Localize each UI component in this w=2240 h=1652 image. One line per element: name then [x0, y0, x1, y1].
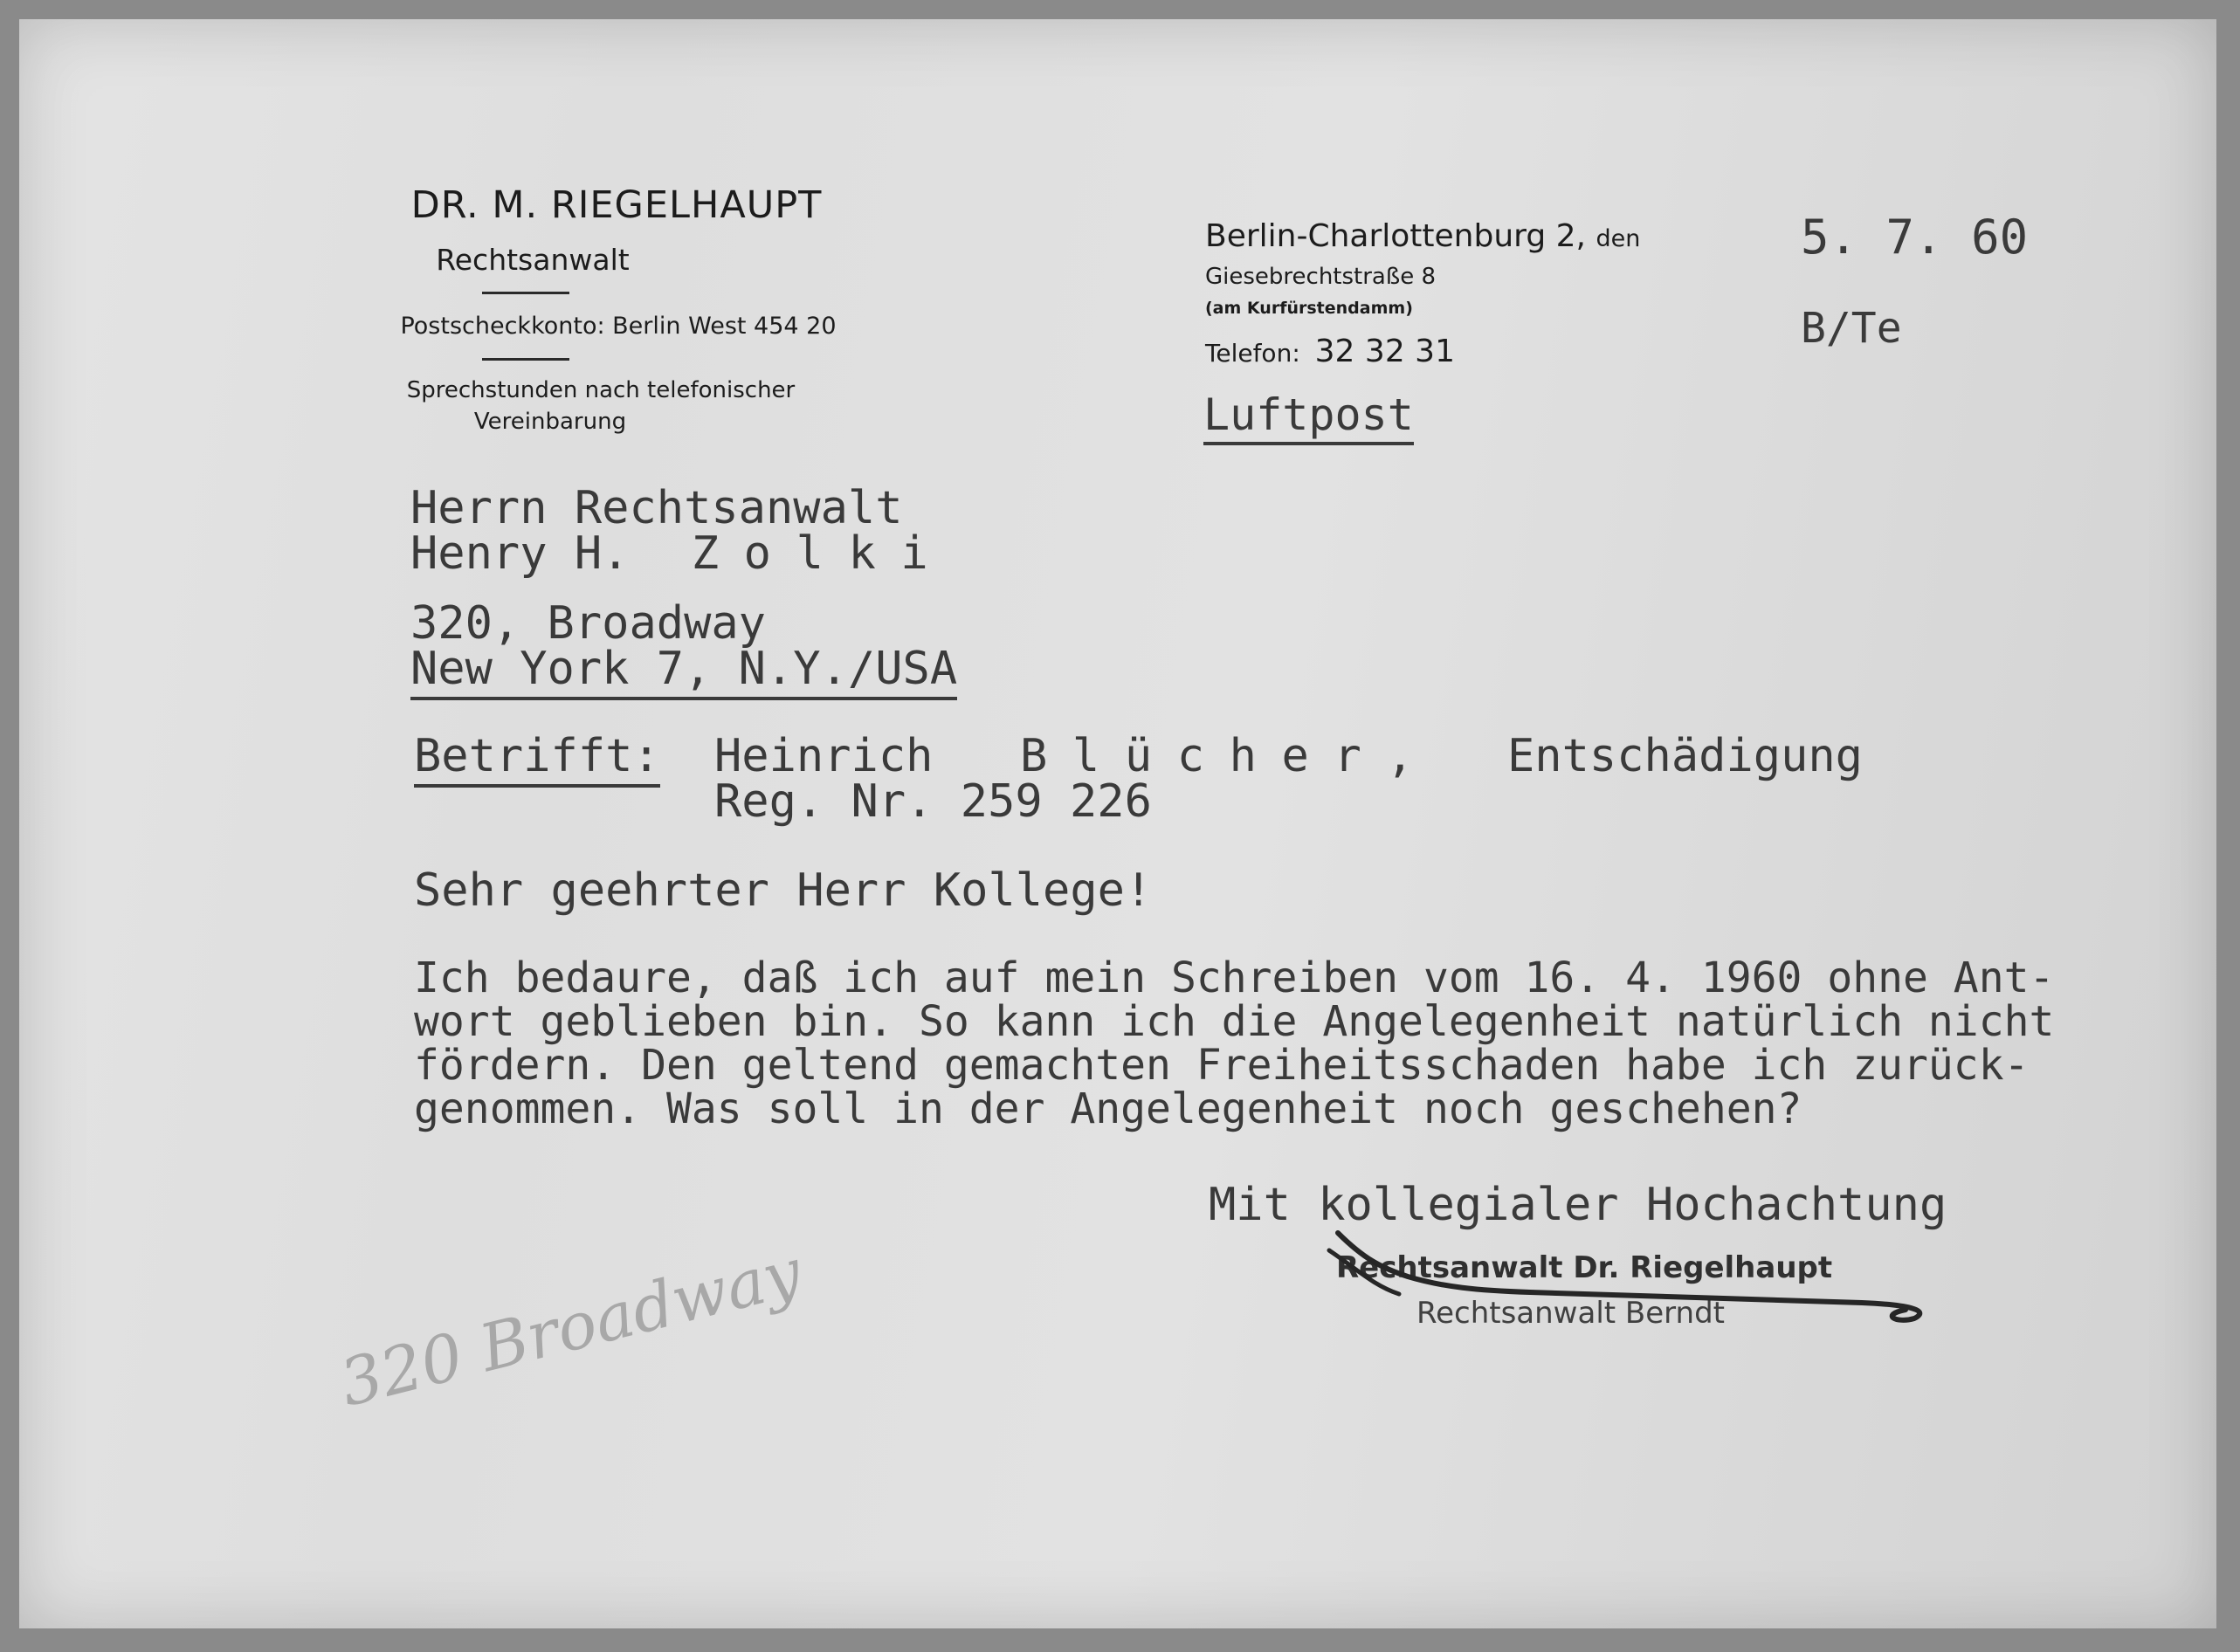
handwritten-signature: [1303, 1207, 1967, 1346]
signature-stamp-line1: Rechtsanwalt Dr. Riegelhaupt: [1336, 1250, 1833, 1285]
letterhead-divider: [482, 292, 569, 294]
recipient-line3: 320, Broadway: [410, 597, 766, 650]
letterhead-phone-line: [1205, 334, 1455, 369]
letter-date: 5. 7. 60: [1801, 210, 2029, 265]
body-line: fördern. Den geltend gemachten Freiheitsschaden habe ich zurück-: [414, 1041, 2030, 1090]
recipient-line2: [410, 527, 953, 580]
letterhead-hours-line2: Vereinbarung: [473, 409, 627, 435]
letterhead-phone-label: Telefon:: [1205, 339, 1300, 368]
letterhead-city: Berlin-Charlottenburg 2,: [1205, 218, 1586, 254]
recipient-name: Zolki: [691, 527, 954, 580]
body-line: genommen. Was soll in der Angelegenheit noch geschehen?: [414, 1084, 1802, 1133]
body-line: wort geblieben bin. So kann ich die Angelegenheit natürlich nicht: [414, 997, 2055, 1046]
letter-reference: B/Te: [1801, 304, 1902, 353]
letterhead-city-line: [1205, 218, 1640, 254]
letterhead-divider: [482, 358, 569, 361]
letterhead-hours-line1: Sprechstunden nach telefonischer: [406, 377, 796, 403]
subject-reg: Reg. Nr. 259 226: [714, 775, 1152, 828]
recipient-line2-prefix: Henry H.: [410, 527, 630, 580]
subject-label: Betrifft:: [414, 730, 660, 788]
recipient-line1: Herrn Rechtsanwalt: [410, 482, 903, 534]
subject-person-first: Heinrich: [714, 730, 934, 782]
recipient-line4: New York 7, N.Y./USA: [410, 643, 957, 700]
salutation: Sehr geehrter Herr Kollege!: [414, 864, 1153, 917]
letterhead-name: DR. M. RIEGELHAUPT: [410, 183, 823, 227]
letterhead-street: Giesebrechtstraße 8: [1205, 264, 1437, 290]
body-line: Ich bedaure, daß ich auf mein Schreiben vom 16. 4. 1960 ohne Ant-: [414, 953, 2055, 1002]
signature-stamp-line2: Rechtsanwalt Berndt: [1416, 1296, 1725, 1331]
letterhead-account: Postscheckkonto: Berlin West 454 20: [400, 313, 837, 340]
closing: Mit kollegialer Hochachtung: [1209, 1179, 1947, 1231]
subject-topic: Entschädigung: [1507, 730, 1863, 782]
airmail-label: Luftpost: [1203, 389, 1414, 445]
pencil-note: 320 Broadway: [333, 1234, 809, 1421]
letterhead-city-den: den: [1596, 225, 1641, 252]
letterhead-street-note: (am Kurfürstendamm): [1205, 299, 1413, 318]
letterhead-phone: 32 32 31: [1314, 334, 1455, 369]
subject-person-last: Blücher,: [1020, 730, 1439, 782]
letterhead-profession: Rechtsanwalt: [436, 243, 630, 277]
letter-page: [19, 19, 2216, 1628]
